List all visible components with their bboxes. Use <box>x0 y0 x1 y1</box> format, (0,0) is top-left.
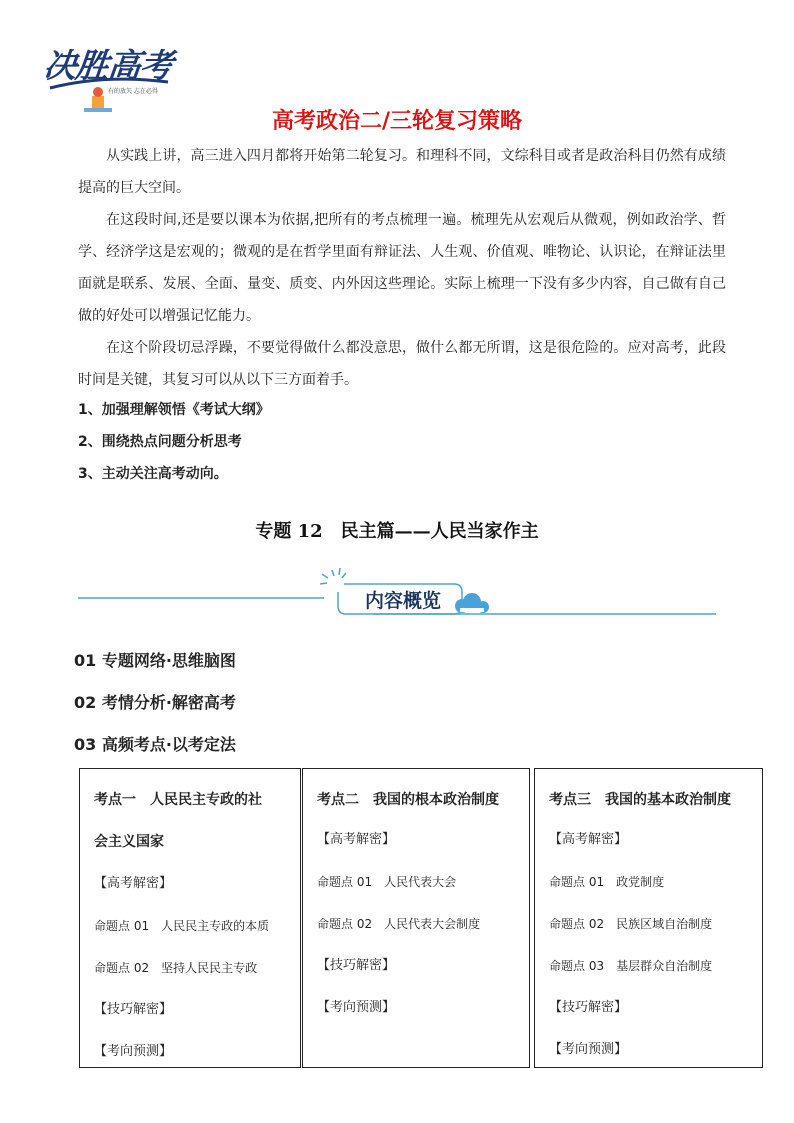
document-title: 高考政治二/三轮复习策略 <box>271 109 523 134</box>
box-item: 【技巧解密】 <box>317 958 396 973</box>
box-item: 命题点 01 政党制度 <box>549 875 665 889</box>
intro-paragraph-1: 从实践上讲，高三进入四月都将开始第二轮复习。和理科不同，文综科目或者是政治科目仍然有成绩提高的巨大空间。 <box>78 148 726 196</box>
topic-title: 专题 12 民主篇——人民当家作主 <box>255 521 539 542</box>
box-heading-line: 考点一 人民民主专政的社 <box>94 792 262 808</box>
keypoint-box-1 <box>79 768 301 1068</box>
box-heading-line: 会主义国家 <box>94 834 164 850</box>
box-item: 【考向预测】 <box>317 1000 396 1015</box>
section-heading-mindmap: 01 专题网络·思维脑图 <box>74 651 236 670</box>
box-item: 命题点 02 民族区域自治制度 <box>549 917 713 931</box>
box-item: 命题点 03 基层群众自治制度 <box>549 959 713 973</box>
box-item: 【高考解密】 <box>317 832 396 847</box>
box-item: 【高考解密】 <box>94 876 173 891</box>
box-item: 命题点 02 人民代表大会制度 <box>317 917 481 931</box>
section-heading-analysis: 02 考情分析·解密高考 <box>74 693 236 712</box>
box-heading <box>94 779 288 863</box>
box-item: 【技巧解密】 <box>549 1000 628 1015</box>
box-item: 【考向预测】 <box>94 1044 173 1059</box>
section-heading-keypoints: 03 高频考点·以考定法 <box>74 735 236 754</box>
box-item: 命题点 02 坚持人民民主专政 <box>94 961 258 975</box>
box-item: 【考向预测】 <box>549 1042 628 1057</box>
box-item: 命题点 01 人民代表大会 <box>317 875 457 889</box>
logo-slogan: 有的放矢 志在必得 <box>108 88 158 95</box>
box-item: 命题点 01 人民民主专政的本质 <box>94 919 270 933</box>
keypoint-box-2 <box>302 768 530 1068</box>
box-heading: 考点三 我国的基本政治制度 <box>549 792 731 808</box>
box-heading: 考点二 我国的根本政治制度 <box>317 792 499 808</box>
strategy-item: 3、主动关注高考动向。 <box>78 466 228 482</box>
box-item: 【技巧解密】 <box>94 1002 173 1017</box>
intro-paragraph-3: 在这个阶段切忌浮躁，不要觉得做什么都没意思，做什么都无所谓，这是很危险的。应对高考，此段时间是关键，其复习可以从以下三方面着手。 <box>78 340 726 388</box>
keypoint-box-3 <box>534 768 763 1068</box>
box-item: 【高考解密】 <box>549 832 628 847</box>
banner-label: 内容概览 <box>364 590 441 612</box>
strategy-list <box>78 394 270 490</box>
logo-text: 决胜高考 <box>41 46 174 85</box>
strategy-item: 1、加强理解领悟《考试大纲》 <box>78 402 270 418</box>
strategy-item: 2、围绕热点问题分析思考 <box>78 434 242 450</box>
intro-paragraph-2: 在这段时间,还是要以课本为依据,把所有的考点梳理一遍。梳理先从宏观后从微观，例如政治学、哲学、经济学这是宏观的；微观的是在哲学里面有辩证法、人生观、价值观、唯物论、认识论，在辩证法里面就是联系、发展、全面、量变、质变、内外因这些理论。实际上梳理一下没有多少内容，自己做有自己做的好处可以增强记忆能力。 <box>78 212 726 324</box>
